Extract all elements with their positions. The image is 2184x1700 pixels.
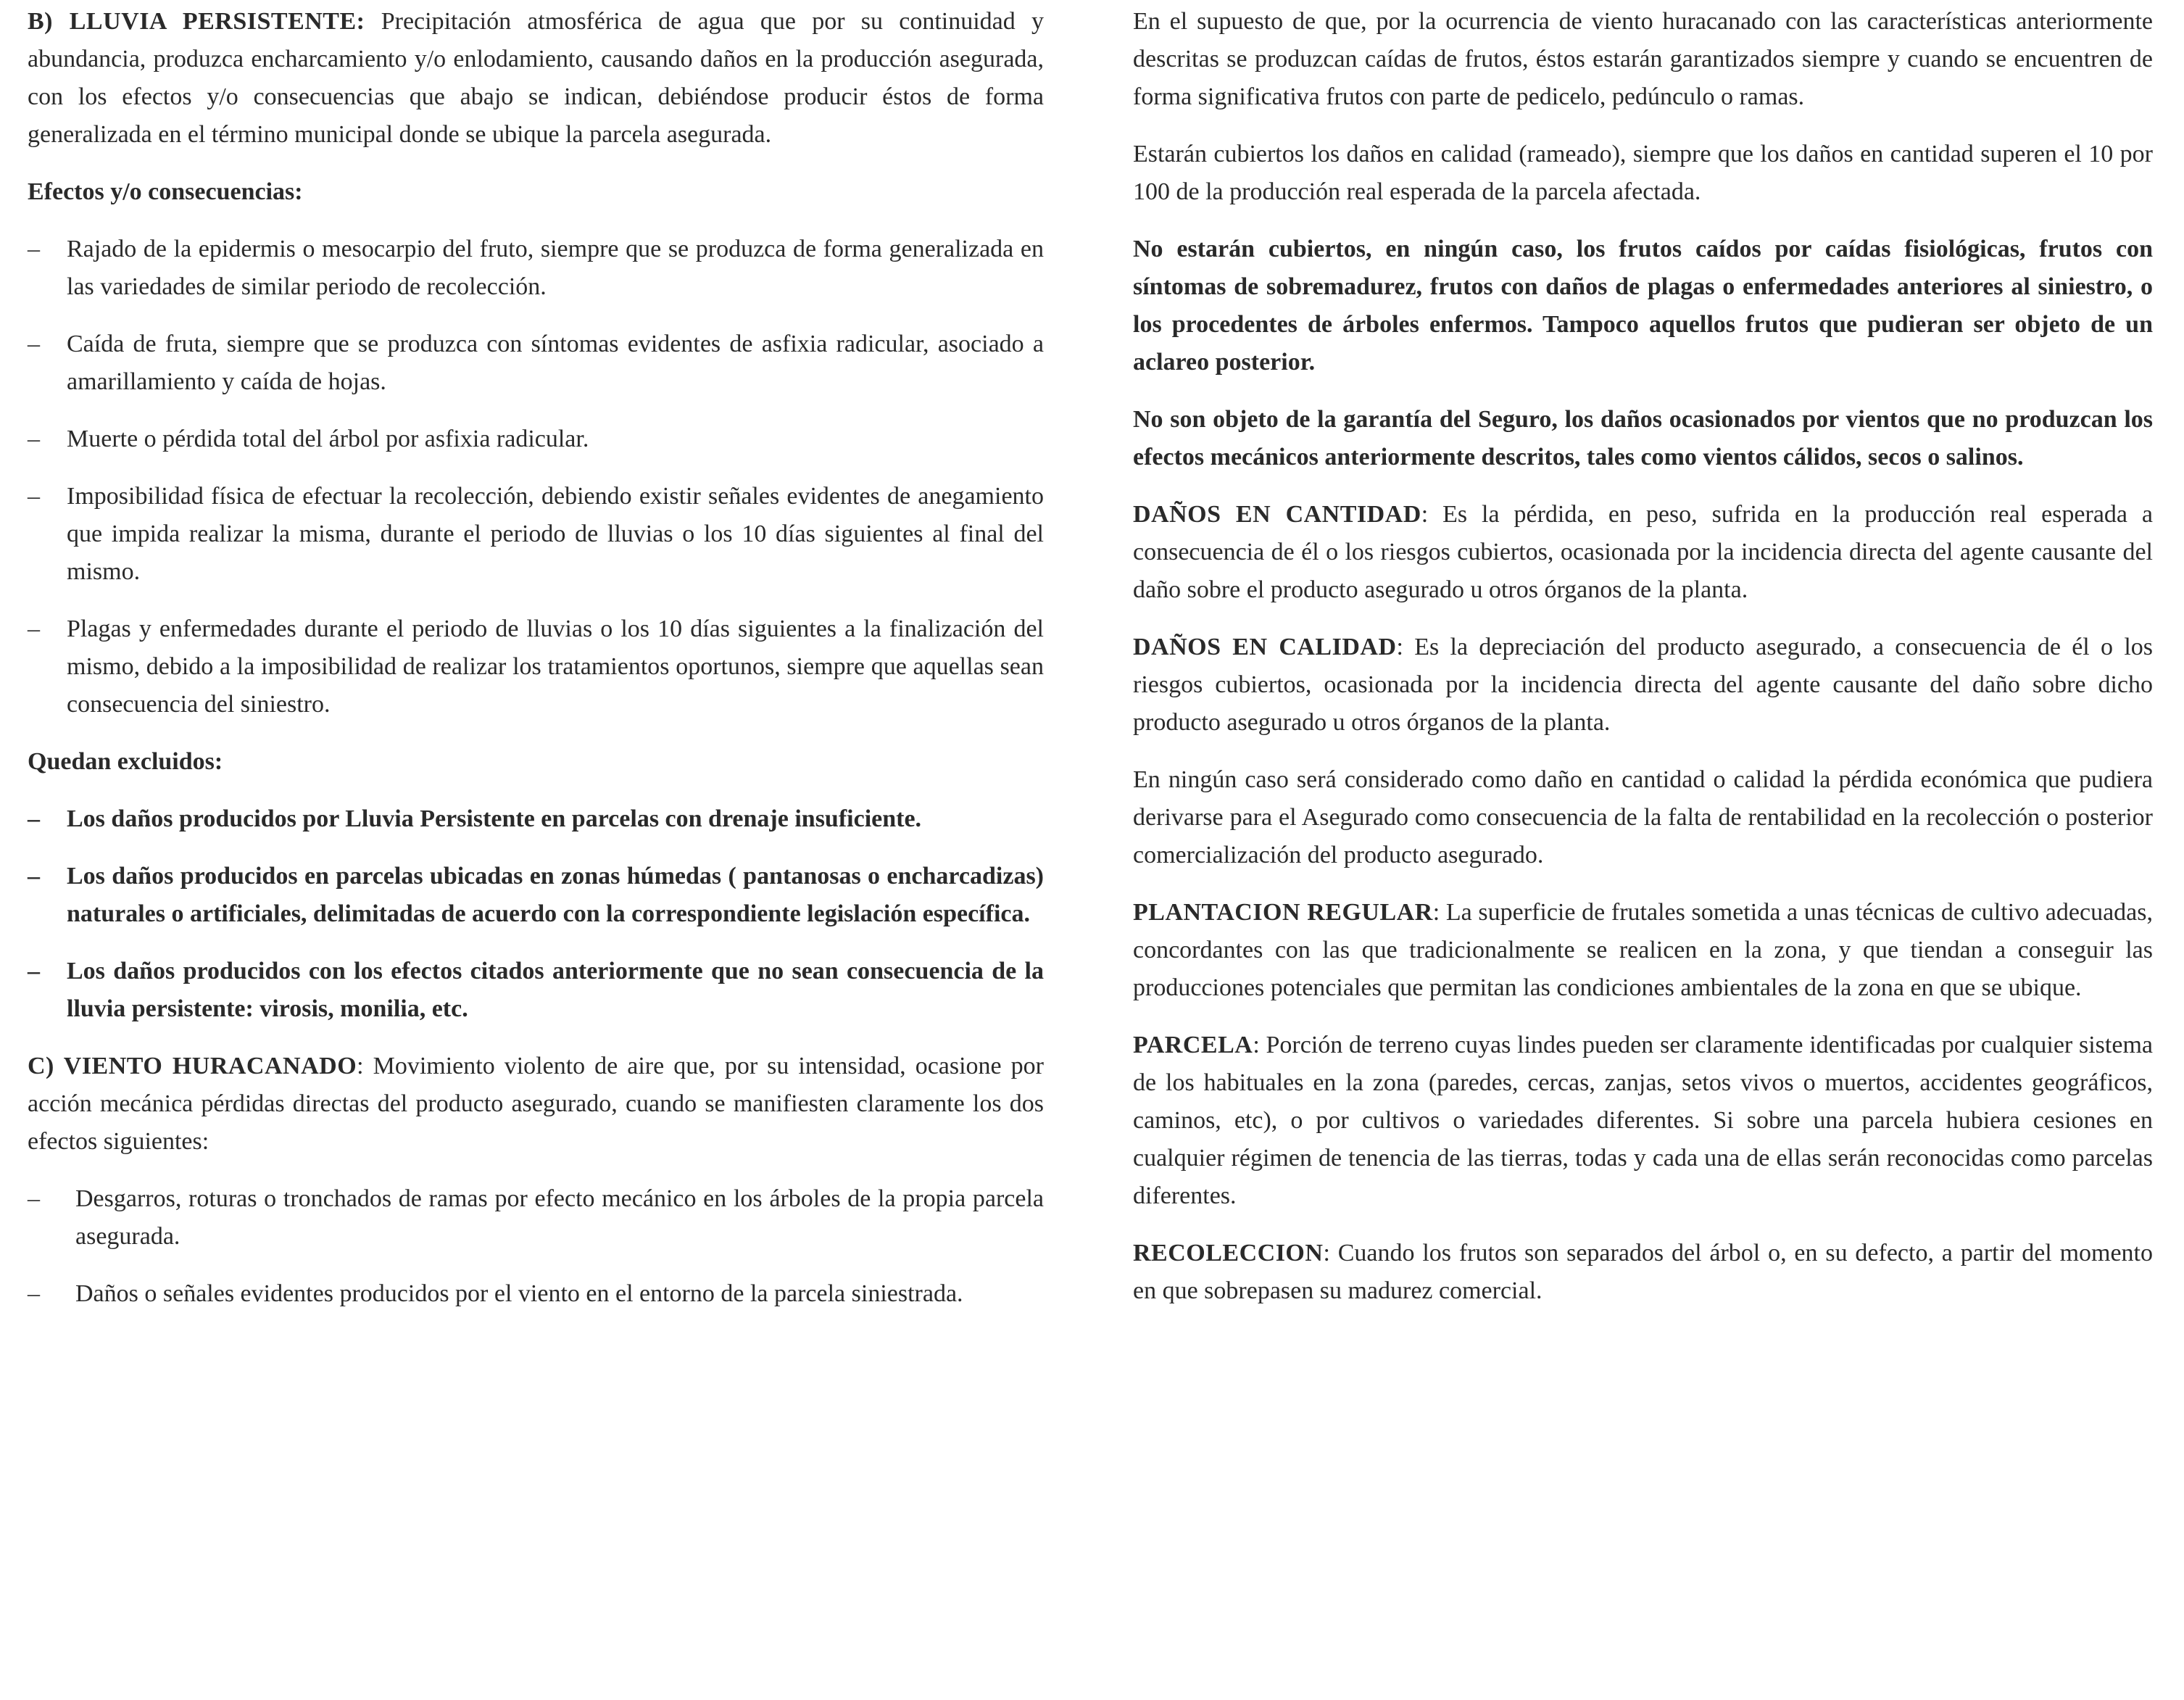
paragraph: En ningún caso será considerado como daño en cantidad o calidad la pérdida económica que pudiera derivarse para el Asegurado como consecuencia de la falta de rentabilidad en la recolección o posterior comercialización del producto asegurado.: [1133, 766, 2153, 868]
paragraph: En el supuesto de que, por la ocurrencia de viento huracanado con las características anteriormente descritas se produzcan caídas de frutos, éstos estarán garantizados siempre y cuando se encuentren de forma significativa frutos con parte de pedicelo, pedúnculo o ramas.: [1133, 8, 2153, 110]
bullet-dash: –: [28, 426, 40, 452]
definition-danos-cantidad: [1133, 496, 2153, 609]
list-item-text: Rajado de la epidermis o mesocarpio del fruto, siempre que se produzca de forma generalizada en las variedades de similar periodo de recolección.: [67, 236, 1044, 300]
bullet-dash: –: [28, 863, 40, 890]
term: B) LLUVIA PERSISTENTE:: [28, 8, 365, 35]
list-item-text: Caída de fruta, siempre que se produzca con síntomas evidentes de asfixia radicular, asociado a amarillamiento y caída de hojas.: [67, 331, 1044, 395]
list-item-text: Muerte o pérdida total del árbol por asfixia radicular.: [67, 426, 589, 452]
exclusion-item: [28, 953, 1044, 1028]
definition-viento-huracanado: [28, 1048, 1044, 1161]
definition-danos-calidad: [1133, 629, 2153, 742]
list-item-text: Plagas y enfermedades durante el periodo de lluvias o los 10 días siguientes a la finalización del mismo, debido a la imposibilidad de realizar los tratamientos oportunos, siempre que aquellas sean consecuencia del siniestro.: [67, 615, 1044, 718]
definition-text: Precipitación atmosférica de agua que por su continuidad y abundancia, produzca encharcamiento y/o enlodamiento, causando daños en la producción asegurada, con los efectos y/o consecuencias que abajo se indican, debiéndose producir éstos de forma generalizada en el término municipal donde se ubique la parcela asegurada.: [28, 8, 1044, 148]
term: DAÑOS EN CALIDAD: [1133, 634, 1397, 660]
section-heading-efectos: Efectos y/o consecuencias:: [28, 178, 303, 205]
bullet-dash: –: [28, 805, 40, 832]
bullet-dash: –: [28, 236, 40, 262]
term: C) VIENTO HURACANADO: [28, 1053, 357, 1079]
paragraph: Estarán cubiertos los daños en calidad (rameado), siempre que los daños en cantidad superen el 10 por 100 de la producción real esperada de la parcela afectada.: [1133, 141, 2153, 205]
term: PARCELA: [1133, 1032, 1253, 1058]
definition-text: : La superficie de frutales sometida a unas técnicas de cultivo adecuadas, concordantes con las que tradicionalmente se realicen en la zona, y que tiendan a conseguir las producciones potenciales que permitan las condiciones ambientales de la zona en que se ubique.: [1133, 899, 2153, 1001]
list-item: [28, 610, 1044, 723]
left-column: [28, 3, 1044, 1332]
list-item: [28, 478, 1044, 591]
list-item: [28, 1180, 1044, 1256]
definition-text: : Movimiento violento de aire que, por su intensidad, ocasione por acción mecánica pérdidas directas del producto asegurado, cuando se manifiesten claramente los dos efectos siguientes:: [28, 1053, 1044, 1155]
bullet-dash: –: [28, 1280, 40, 1307]
definition-parcela: [1133, 1027, 2153, 1215]
exclusion-item: [28, 858, 1044, 933]
bullet-dash: –: [28, 958, 40, 984]
definition-plantacion-regular: [1133, 894, 2153, 1007]
bullet-dash: –: [28, 615, 40, 642]
exclusion-item: [28, 800, 1044, 838]
list-item-text: Los daños producidos por Lluvia Persistente en parcelas con drenaje insuficiente.: [67, 805, 922, 832]
term: PLANTACION REGULAR: [1133, 899, 1433, 926]
bullet-dash: –: [28, 483, 40, 510]
list-item: [28, 326, 1044, 401]
bullet-dash: –: [28, 1185, 40, 1212]
definition-text: : Es la depreciación del producto asegurado, a consecuencia de él o los riesgos cubiertos, ocasionada por la incidencia directa del agente causante del daño sobre dicho producto asegurado u otros órganos de la planta.: [1133, 634, 2153, 736]
list-item-text: Desgarros, roturas o tronchados de ramas por efecto mecánico en los árboles de la propia parcela asegurada.: [75, 1185, 1044, 1250]
term: DAÑOS EN CANTIDAD: [1133, 501, 1421, 528]
definition-lluvia-persistente: [28, 3, 1044, 154]
list-item: [28, 1275, 1044, 1313]
list-item: [28, 231, 1044, 306]
paragraph-exclusion: No estarán cubiertos, en ningún caso, los frutos caídos por caídas fisiológicas, frutos con síntomas de sobremadurez, frutos con daños de plagas o enfermedades anteriores al siniestro, o los procedentes de árboles enfermos. Tampoco aquellos frutos que pudieran ser objeto de un aclareo posterior.: [1133, 236, 2153, 376]
section-heading-excluidos: Quedan excluidos:: [28, 748, 223, 775]
bullet-dash: –: [28, 331, 40, 357]
right-column: [1133, 3, 2153, 1330]
list-item-text: Los daños producidos en parcelas ubicadas en zonas húmedas ( pantanosas o encharcadizas) naturales o artificiales, delimitadas de acuerdo con la correspondiente legislación específica.: [67, 863, 1044, 927]
definition-text: : Porción de terreno cuyas lindes pueden ser claramente identificadas por cualquier sistema de los habituales en la zona (paredes, cercas, zanjas, setos vivos o muertos, accidentes geográficos, caminos, etc), o por cultivos o variedades diferentes. Si sobre una parcela hubiera cesiones en cualquier régimen de tenencia de las tierras, todas y cada una de ellas serán reconocidas como parcelas diferentes.: [1133, 1032, 2153, 1209]
list-item-text: Imposibilidad física de efectuar la recolección, debiendo existir señales evidentes de anegamiento que impida realizar la misma, durante el periodo de lluvias o los 10 días siguientes al final del mismo.: [67, 483, 1044, 585]
list-item: [28, 420, 1044, 458]
paragraph-exclusion: No son objeto de la garantía del Seguro, los daños ocasionados por vientos que no produzcan los efectos mecánicos anteriormente descritos, tales como vientos cálidos, secos o salinos.: [1133, 406, 2153, 470]
list-item-text: Los daños producidos con los efectos citados anteriormente que no sean consecuencia de la lluvia persistente: virosis, monilia, etc.: [67, 958, 1044, 1022]
definition-text: : Es la pérdida, en peso, sufrida en la producción real esperada a consecuencia de él o los riesgos cubiertos, ocasionada por la incidencia directa del agente causante del daño sobre el producto asegurado u otros órganos de la planta.: [1133, 501, 2153, 603]
term: RECOLECCION: [1133, 1240, 1324, 1266]
definition-recoleccion: [1133, 1235, 2153, 1310]
list-item-text: Daños o señales evidentes producidos por el viento en el entorno de la parcela siniestrada.: [75, 1280, 963, 1307]
definition-text: : Cuando los frutos son separados del árbol o, en su defecto, a partir del momento en que sobrepasen su madurez comercial.: [1133, 1240, 2153, 1304]
